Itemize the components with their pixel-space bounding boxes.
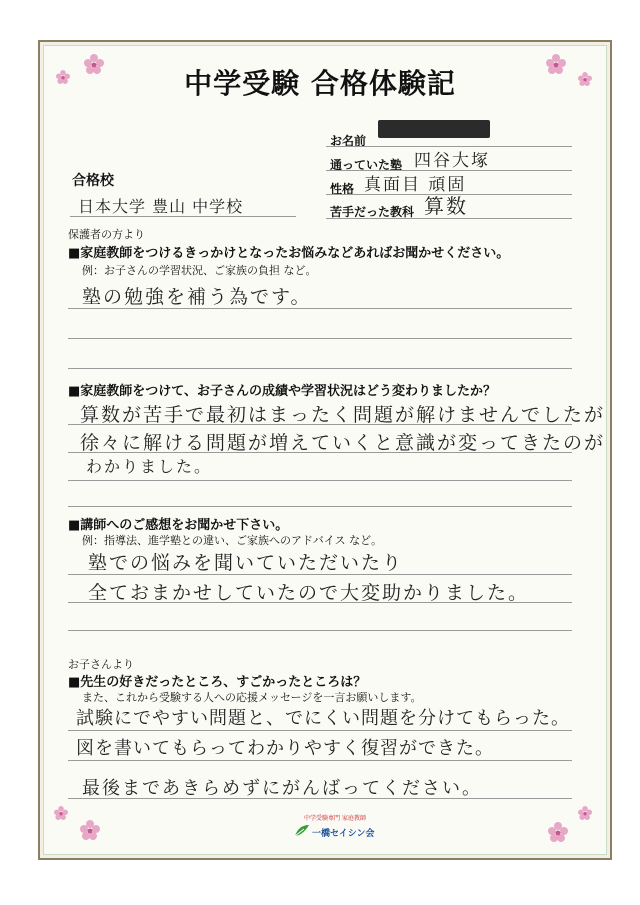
- rule-line: [326, 218, 572, 219]
- question-1: ■家庭教師をつけるきっかけとなったお悩みなどあればお聞かせください。: [68, 246, 510, 261]
- question-3: ■講師へのご感想をお聞かせ下さい。: [68, 518, 289, 533]
- flower-decoration-icon: [578, 806, 592, 820]
- rule-line: [68, 506, 572, 507]
- rule-line: [68, 480, 572, 481]
- flower-decoration-icon: [54, 806, 68, 820]
- weak-subject-value: 算数: [424, 194, 468, 218]
- answer-1-line-1: 塾の勉強を補う為です。: [82, 286, 312, 308]
- answer-2-line-2: 徐々に解ける問題が増えていくと意識が変ってきたのが: [80, 432, 606, 454]
- juku-value: 四谷大塚: [414, 151, 490, 171]
- answer-2-line-1: 算数が苦手で最初はまったく問題が解けませんでしたが: [80, 404, 606, 426]
- personality-value: 真面目 頑固: [364, 175, 467, 195]
- answer-3-line-1: 塾での悩みを聞いていただいたり: [88, 552, 404, 574]
- answer-4-line-2: 図を書いてもらってわかりやすく復習ができた。: [76, 738, 494, 759]
- question-2: ■家庭教師をつけて、お子さんの成績や学習状況はどう変わりましたか？: [68, 384, 497, 399]
- answer-3-line-2: 全ておまかせしていたので大変助かりました。: [88, 582, 530, 604]
- question-1-example: 例：お子さんの学習状況、ご家族の負担 など。: [82, 264, 317, 277]
- rule-line: [68, 308, 572, 309]
- rule-line: [68, 760, 572, 761]
- rule-line: [68, 798, 572, 799]
- leaf-logo-icon: [294, 824, 310, 838]
- rule-line: [68, 730, 572, 731]
- child-section-label: お子さんより: [68, 658, 134, 671]
- footer-tagline: 中学受験専門 家庭教師: [304, 815, 366, 822]
- answer-4-line-1: 試験にでやすい問題と、でにくい問題を分けてもらった。: [76, 708, 570, 729]
- school-value: 日本大学 豊山 中学校: [78, 197, 244, 216]
- name-label: お名前: [330, 134, 367, 148]
- personality-label: 性格: [330, 182, 355, 196]
- rule-line: [68, 452, 572, 453]
- page-title: 中学受験 合格体験記: [184, 67, 456, 100]
- answer-2-line-3: わかりました。: [86, 457, 213, 476]
- school-label: 合格校: [72, 173, 114, 189]
- weak-subject-label: 苦手だった教科: [330, 205, 415, 219]
- rule-line: [68, 368, 572, 369]
- flower-decoration-icon: [548, 822, 568, 842]
- question-4-subtext: また、これから受験する人への応援メッセージを一言お願いします。: [82, 691, 422, 704]
- redacted-name: [378, 120, 490, 138]
- question-3-example: 例：指導法、進学塾との違い、ご家族へのアドバイス など。: [82, 534, 383, 547]
- answer-4-line-3: 最後まであきらめずにがんばってください。: [82, 778, 482, 799]
- footer-brand: 一橋セイシン会: [312, 829, 375, 839]
- rule-line: [68, 630, 572, 631]
- flower-decoration-icon: [80, 820, 100, 840]
- juku-label: 通っていた塾: [330, 158, 403, 172]
- company-logo: [292, 813, 378, 843]
- rule-line: [68, 424, 572, 425]
- rule-line: [68, 574, 572, 575]
- rule-line: [68, 338, 572, 339]
- rule-line: [70, 216, 296, 217]
- question-4: ■先生の好きだったところ、すごかったところは？: [68, 675, 367, 690]
- rule-line: [68, 602, 572, 603]
- parent-section-label: 保護者の方より: [68, 228, 145, 241]
